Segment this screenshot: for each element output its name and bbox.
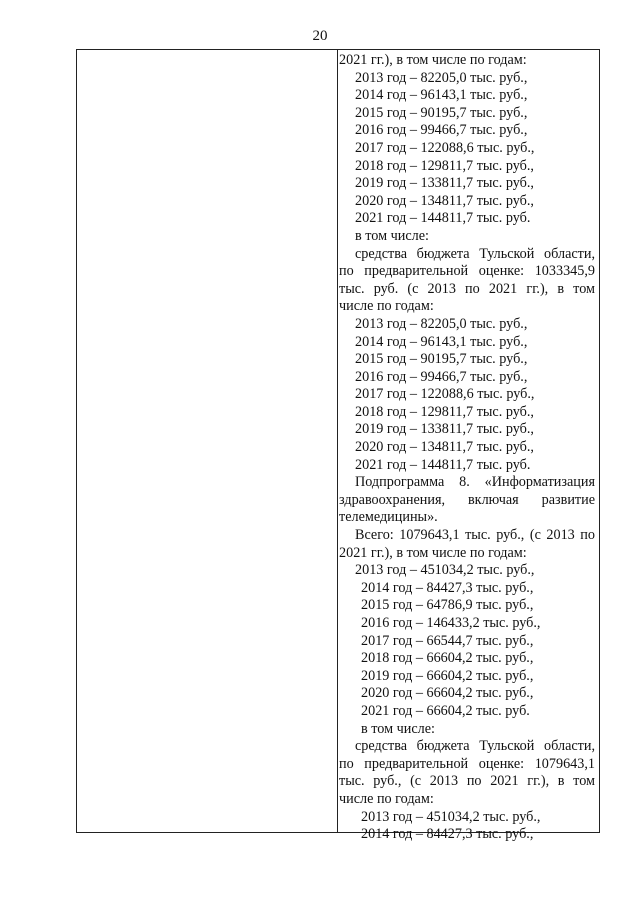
funding-text-cell bbox=[339, 52, 595, 844]
text-line: средства бюджета Тульской области, bbox=[355, 245, 595, 262]
text-line: 2021 год – 144811,7 тыс. руб. bbox=[355, 210, 531, 227]
text-line: 2021 год – 66604,2 тыс. руб. bbox=[361, 702, 530, 719]
text-line: 2018 год – 129811,7 тыс. руб., bbox=[355, 403, 534, 420]
text-line: по предварительной оценке: 1033345,9 bbox=[339, 263, 595, 280]
text-line: по предварительной оценке: 1079643,1 bbox=[339, 755, 595, 772]
text-line: тыс. руб. (с 2013 по 2021 гг.), в том bbox=[339, 280, 595, 297]
text-line: 2019 год – 133811,7 тыс. руб., bbox=[355, 421, 534, 438]
text-line: средства бюджета Тульской области, bbox=[355, 738, 595, 755]
text-line: здравоохранения, включая развитие bbox=[339, 491, 595, 508]
text-line: Всего: 1079643,1 тыс. руб., (с 2013 по bbox=[355, 527, 595, 544]
text-line: 2021 гг.), в том числе по годам: bbox=[339, 52, 527, 68]
text-line: 2014 год – 96143,1 тыс. руб., bbox=[355, 87, 528, 104]
text-line: 2013 год – 451034,2 тыс. руб., bbox=[361, 808, 541, 825]
text-line: 2017 год – 122088,6 тыс. руб., bbox=[355, 139, 535, 156]
text-line: 2019 год – 133811,7 тыс. руб., bbox=[355, 175, 534, 192]
page-number: 20 bbox=[312, 28, 328, 44]
text-line: 2019 год – 66604,2 тыс. руб., bbox=[361, 667, 534, 684]
text-line: 2017 год – 66544,7 тыс. руб., bbox=[361, 632, 534, 649]
text-line: 2020 год – 66604,2 тыс. руб., bbox=[361, 685, 534, 702]
text-line: 2013 год – 82205,0 тыс. руб., bbox=[355, 315, 528, 332]
text-line: 2017 год – 122088,6 тыс. руб., bbox=[355, 386, 535, 403]
column-divider bbox=[337, 50, 338, 832]
text-line: телемедицины». bbox=[339, 509, 438, 526]
text-line: 2014 год – 84427,3 тыс. руб., bbox=[361, 579, 534, 596]
text-line: числе по годам: bbox=[339, 298, 434, 315]
text-line: числе по годам: bbox=[339, 790, 434, 807]
text-line: в том числе: bbox=[355, 227, 429, 244]
text-line: 2013 год – 451034,2 тыс. руб., bbox=[355, 562, 535, 579]
text-line: Подпрограмма 8. «Информатизация bbox=[355, 474, 595, 491]
text-line: 2018 год – 129811,7 тыс. руб., bbox=[355, 157, 534, 174]
text-line: 2016 год – 99466,7 тыс. руб., bbox=[355, 368, 528, 385]
text-line: в том числе: bbox=[361, 720, 435, 737]
text-line: тыс. руб., (с 2013 по 2021 гг.), в том bbox=[339, 773, 595, 790]
text-line: 2016 год – 99466,7 тыс. руб., bbox=[355, 122, 528, 139]
text-line: 2014 год – 96143,1 тыс. руб., bbox=[355, 333, 528, 350]
text-line: 2013 год – 82205,0 тыс. руб., bbox=[355, 69, 528, 86]
text-line: 2015 год – 90195,7 тыс. руб., bbox=[355, 351, 528, 368]
text-line: 2014 год – 84427,3 тыс. руб., bbox=[361, 826, 534, 843]
text-line: 2021 год – 144811,7 тыс. руб. bbox=[355, 456, 531, 473]
text-line: 2020 год – 134811,7 тыс. руб., bbox=[355, 192, 534, 209]
text-line: 2020 год – 134811,7 тыс. руб., bbox=[355, 439, 534, 456]
text-line: 2018 год – 66604,2 тыс. руб., bbox=[361, 650, 534, 667]
text-line: 2015 год – 64786,9 тыс. руб., bbox=[361, 597, 534, 614]
text-line: 2016 год – 146433,2 тыс. руб., bbox=[361, 615, 541, 631]
budget-table bbox=[76, 49, 600, 843]
text-line: 2021 гг.), в том числе по годам: bbox=[339, 544, 527, 561]
text-line: 2015 год – 90195,7 тыс. руб., bbox=[355, 104, 528, 121]
